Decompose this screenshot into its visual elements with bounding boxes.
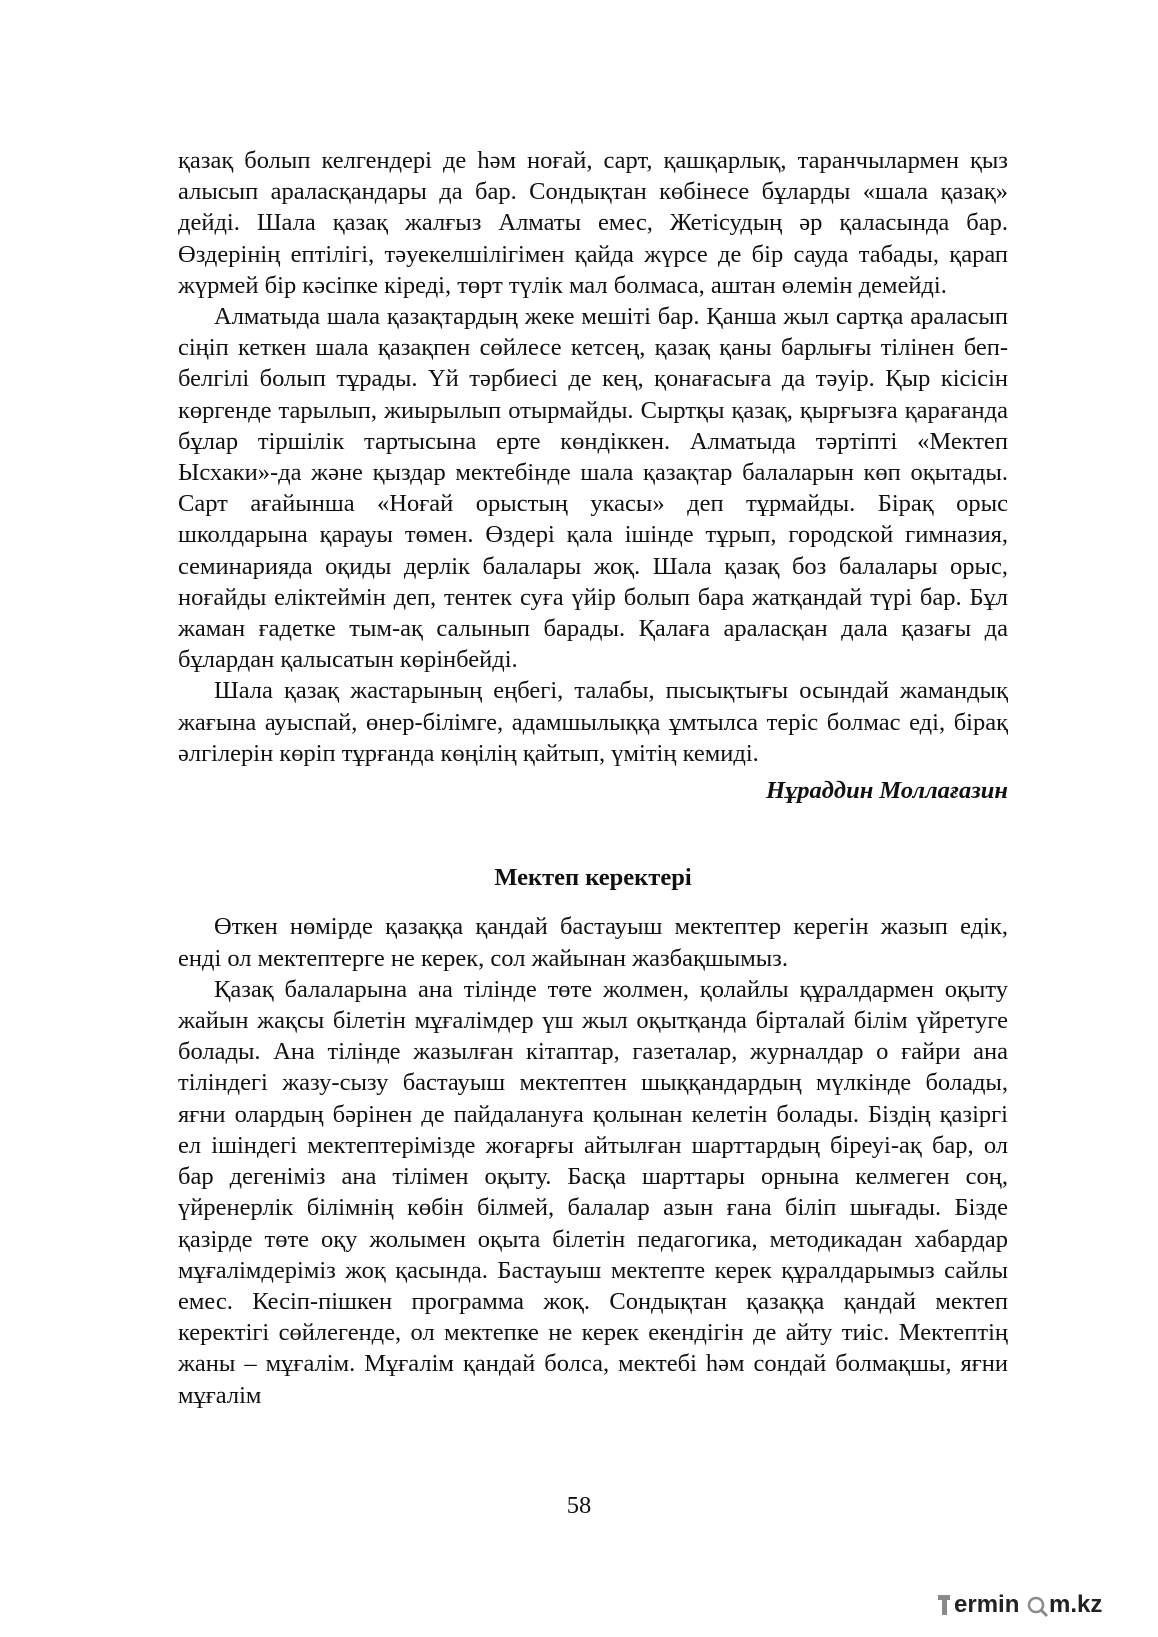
article1-paragraph-1: қазақ болып келгендері де һәм ноғай, сарт, қашқарлық, таранчылармен қыз алысып араласқандары да бар. Сондықтан көбінесе бұларды «шала қазақ» дейді. Шала қазақ жалғыз Алматы емес, Жетісудың әр қаласында бар. Өздерінің ептілігі, тәуекелшілігімен қайда жүрсе де бір сауда табады, қарап жүрмей бір кәсіпке кіреді, төрт түлік мал болмаса, аштан өлемін демейді.: [178, 147, 1008, 299]
section-title: Мектеп керектері: [494, 864, 692, 892]
article1-paragraph-3: Шала қазақ жастарының еңбегі, талабы, пысықтығы осындай жамандық жағына ауыспай, өнер-білімге, адамшылыққа ұмтылса теріс болмас еді, бірақ әлгілерін көріп тұрғанда көңілің қайтып, үмітің кемиді.: [178, 677, 1008, 767]
article1-paragraph-2: Алматыда шала қазақтардың жеке мешіті бар. Қанша жыл сартқа араласып сіңіп кеткен шала қазақпен сөйлесе кетсең, қазақ қаны барлығы тілінен беп-белгілі болып тұрады. Үй тәрбиесі де кең, қонағасыға да тәуір. Қыр кісісін көргенде тарылып, жиырылып отырмайды. Сыртқы қазақ, қырғызға қарағанда бұлар тіршілік тартысына ерте көндіккен. Алматыда тәртіпті «Мектеп Ысхаки»-да және қыздар мектебінде шала қазақтар балаларын көп оқытады. Сарт ағайынша «Ноғай орыстың укасы» деп тұрмайды. Бірақ орыс школдарына қарауы төмен. Өздері қала ішінде тұрып, городской гимназия, семинарияда оқиды дерлік балалары жоқ. Шала қазақ боз балалары орыс, ноғайды еліктеймін деп, тентек суға үйір болып бара жатқандай түрі бар. Бұл жаман ғадетке тым-ақ салынып барады. Қалаға араласқан дала қазағы да бұлардан қалысатын көрінбейді.: [178, 303, 1008, 674]
article2-paragraph-1: Өткен нөмірде қазаққа қандай бастауыш мектептер керегін жазып едік, енді ол мектептерге не керек, сол жайынан жазбақшымыз.: [178, 913, 1008, 972]
watermark-logo: [938, 1581, 1138, 1621]
svg-text:m.kz: m.kz: [1049, 1591, 1103, 1618]
text-column: [178, 145, 1008, 1411]
article2-paragraph-2: Қазақ балаларына ана тілінде төте жолмен, қолайлы құралдармен оқыту жайын жақсы білетін мұғалімдер үш жыл оқытқанда бірталай білім үйретуге болады. Ана тілінде жазылған кітаптар, газеталар, журналдар о ғайри ана тіліндегі жазу-сызу бастауыш мектептен шыққандардың мүлкінде болады, яғни олардың бәрінен де пайдалануға қолынан келетін болады. Біздің қазіргі ел ішіндегі мектептерімізде жоғарғы айтылған шарттардың біреуі-ақ бар, ол бар дегеніміз ана тілімен оқыту. Басқа шарттары орнына келмеген соң, үйренерлік білімнің көбін білмей, балалар азын ғана біліп шығады. Бізде қазірде төте оқу жолымен оқыта білетін педагогика, методикадан хабардар мұғалімдеріміз жоқ қасында. Бастауыш мектепте керек құралдарымыз сайлы емес. Кесіп-пішкен программа жоқ. Сондықтан қазаққа қандай мектеп керектігі сөйлегенде, ол мектепке не керек екендігін де айту тиіс. Мектептің жаны – мұғалім. Мұғалім қандай болса, мектебі һәм сондай болмақшы, яғни мұғалім: [178, 975, 1008, 1409]
svg-text:ermin: ermin: [954, 1591, 1020, 1618]
author-signature: Нұраддин Моллағазин: [765, 777, 1008, 805]
page-number: 58: [566, 1492, 592, 1519]
magnifier-icon: [1029, 1598, 1047, 1616]
